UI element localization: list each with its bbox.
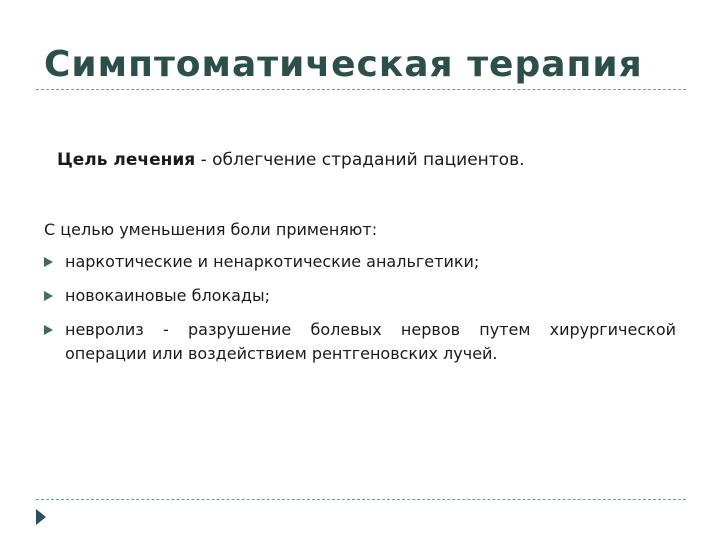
list-item <box>44 318 676 366</box>
next-slide-arrow-icon[interactable] <box>36 509 46 525</box>
list-item <box>44 250 676 274</box>
slide-title: Симптоматическая терапия <box>44 44 643 85</box>
treatment-goal-text: - облегчение страданий пациентов. <box>195 150 525 170</box>
list-item-text: новокаиновые блокады; <box>65 286 271 305</box>
methods-intro: С целью уменьшения боли применяют: <box>44 220 378 239</box>
treatment-goal <box>57 150 525 170</box>
footer-divider <box>36 499 686 500</box>
title-divider <box>36 89 686 90</box>
list-item-text: невролиз - разрушение болевых нервов путем хирургической операции или воздействием рентгеновских лучей. <box>65 320 676 363</box>
methods-list <box>44 250 676 376</box>
triangle-bullet-icon <box>44 325 53 335</box>
list-item-text: наркотические и ненаркотические анальгетики; <box>65 252 480 271</box>
triangle-bullet-icon <box>44 257 53 267</box>
list-item <box>44 284 676 308</box>
treatment-goal-label: Цель лечения <box>57 150 196 170</box>
triangle-bullet-icon <box>44 291 53 301</box>
